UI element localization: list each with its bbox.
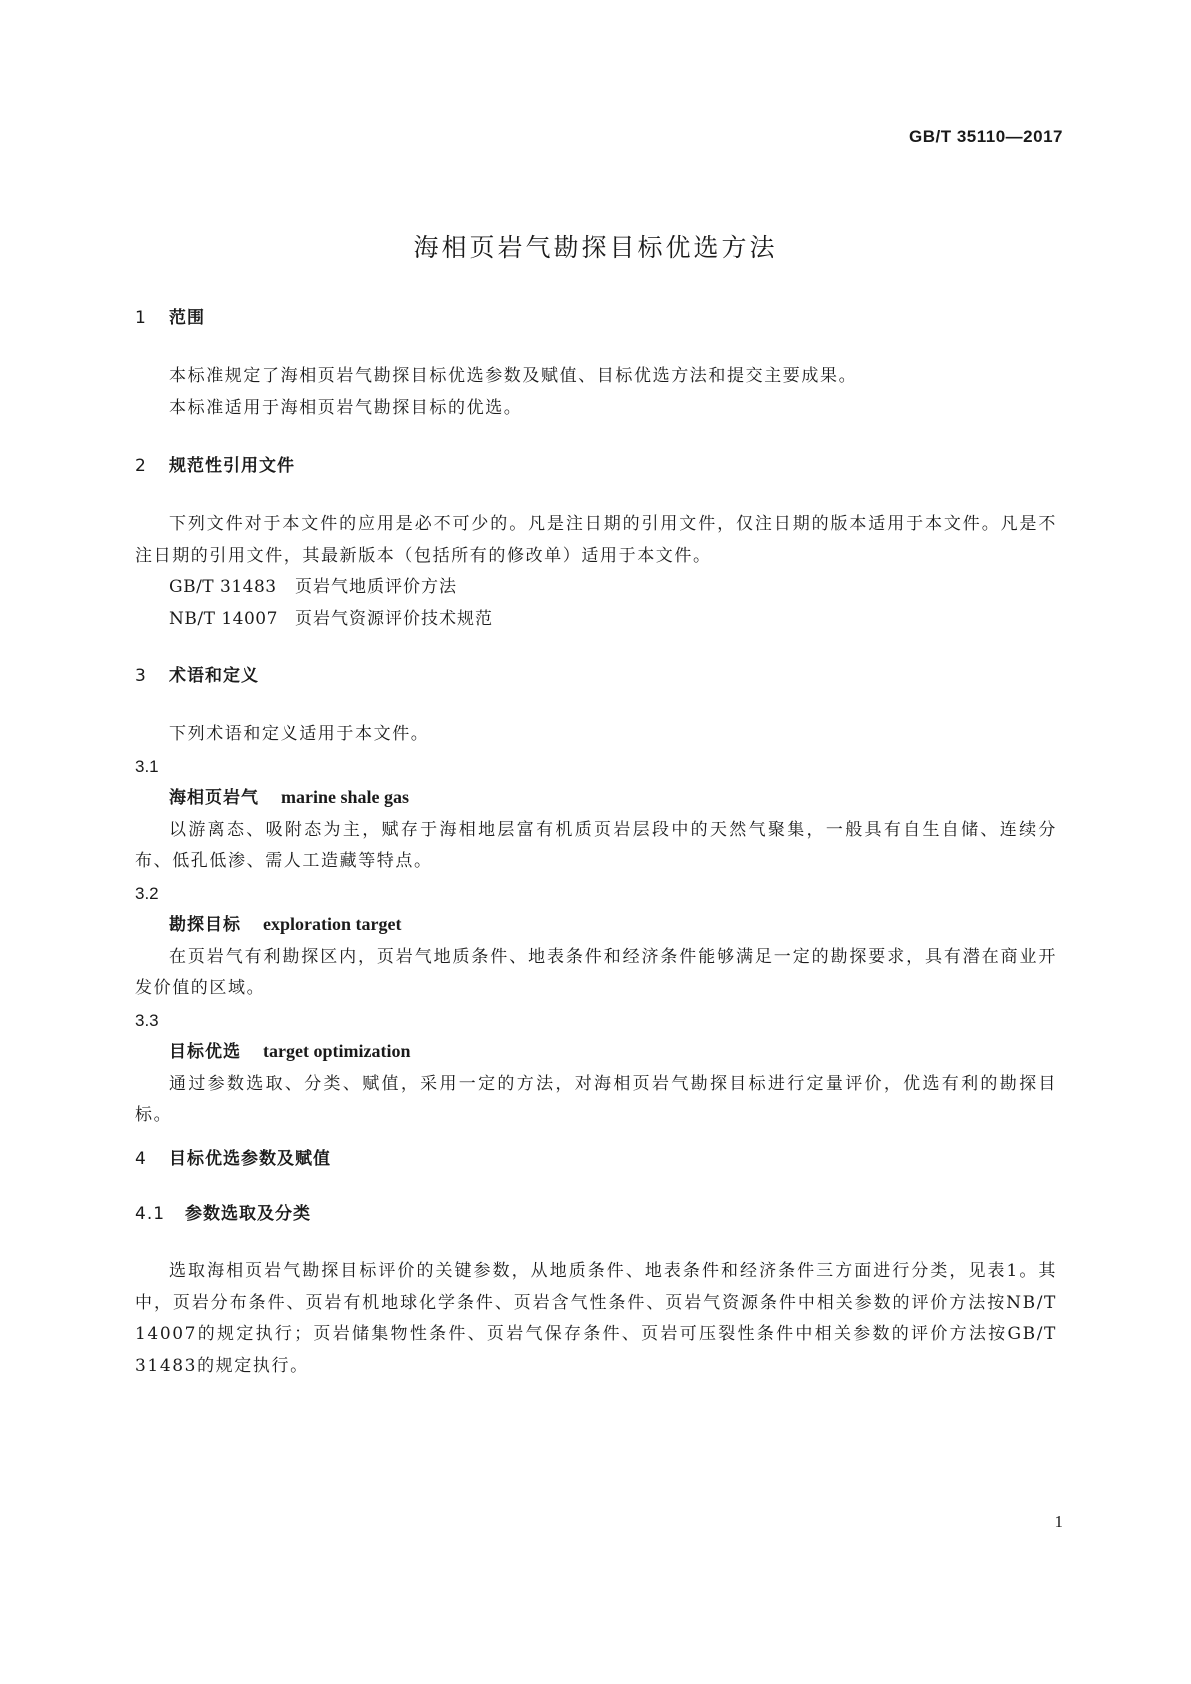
- term-english: marine shale gas: [281, 787, 409, 807]
- section-number: 2: [135, 456, 147, 476]
- section-2-heading: [135, 454, 1057, 478]
- section-number: 1: [135, 308, 147, 328]
- standard-code: GB/T 35110—2017: [909, 127, 1063, 146]
- term-heading: [135, 909, 1057, 942]
- term-definition: 通过参数选取、分类、赋值，采用一定的方法，对海相页岩气勘探目标进行定量评价，优选有利的勘探目标。: [135, 1073, 1057, 1125]
- section-number: 3: [135, 666, 147, 686]
- document-title: 海相页岩气勘探目标优选方法: [413, 233, 778, 262]
- page-number: 1: [1054, 1512, 1063, 1531]
- section-title: 目标优选参数及赋值: [169, 1149, 331, 1169]
- term-heading: [135, 1036, 1057, 1069]
- section-title: 规范性引用文件: [169, 456, 295, 476]
- section-title: 术语和定义: [169, 666, 259, 686]
- section-number: 4: [135, 1149, 147, 1169]
- reference-item: [135, 604, 1057, 636]
- paragraph: 下列术语和定义适用于本文件。: [169, 724, 430, 744]
- reference-item: [135, 572, 1057, 604]
- term-heading: [135, 782, 1057, 815]
- term-definition: 在页岩气有利勘探区内，页岩气地质条件、地表条件和经济条件能够满足一定的勘探要求，具有潜在商业开发价值的区域。: [135, 946, 1057, 998]
- subsection-number: 4.1: [135, 1204, 166, 1224]
- paragraph: 下列文件对于本文件的应用是必不可少的。凡是注日期的引用文件，仅注日期的版本适用于本文件。凡是不注日期的引用文件，其最新版本（包括所有的修改单）适用于本文件。: [135, 514, 1057, 566]
- section-1-body: [135, 361, 1057, 424]
- section-4-heading: [135, 1147, 1057, 1171]
- reference-code: NB/T 14007: [169, 608, 278, 629]
- term-number: 3.2: [135, 883, 159, 903]
- term-number: 3.3: [135, 1010, 159, 1030]
- term-number: 3.1: [135, 756, 159, 776]
- section-3-body: [135, 719, 1057, 1132]
- term-definition: 以游离态、吸附态为主，赋存于海相地层富有机质页岩层段中的天然气聚集，一般具有自生自储、连续分布、低孔低渗、需人工造藏等特点。: [135, 819, 1057, 871]
- term-chinese: 勘探目标: [169, 915, 241, 935]
- reference-code: GB/T 31483: [169, 577, 277, 597]
- reference-title: 页岩气资源评价技术规范: [295, 608, 493, 629]
- section-title: 范围: [169, 308, 205, 328]
- subsection-4-1-body: [135, 1256, 1057, 1382]
- term-chinese: 海相页岩气: [169, 788, 259, 808]
- section-1-heading: [135, 306, 1057, 330]
- section-2-body: [135, 509, 1057, 635]
- subsection-4-1-heading: [135, 1202, 1057, 1226]
- section-3-heading: [135, 664, 1057, 688]
- paragraph: 选取海相页岩气勘探目标评价的关键参数，从地质条件、地表条件和经济条件三方面进行分类，见表1。其中，页岩分布条件、页岩有机地球化学条件、页岩含气性条件、页岩气资源条件中相关参数的评价方法按NB/T 14007的规定执行；页岩储集物性条件、页岩气保存条件、页岩可压裂性条件中相关参数的评价方法按GB/T 31483的规定执行。: [135, 1261, 1057, 1376]
- term-english: exploration target: [263, 914, 402, 934]
- subsection-title: 参数选取及分类: [185, 1204, 311, 1224]
- paragraph: 本标准适用于海相页岩气勘探目标的优选。: [169, 397, 523, 418]
- paragraph: 本标准规定了海相页岩气勘探目标优选参数及赋值、目标优选方法和提交主要成果。: [169, 366, 858, 386]
- term-chinese: 目标优选: [169, 1042, 241, 1062]
- reference-title: 页岩气地质评价方法: [295, 577, 457, 597]
- term-english: target optimization: [263, 1041, 411, 1061]
